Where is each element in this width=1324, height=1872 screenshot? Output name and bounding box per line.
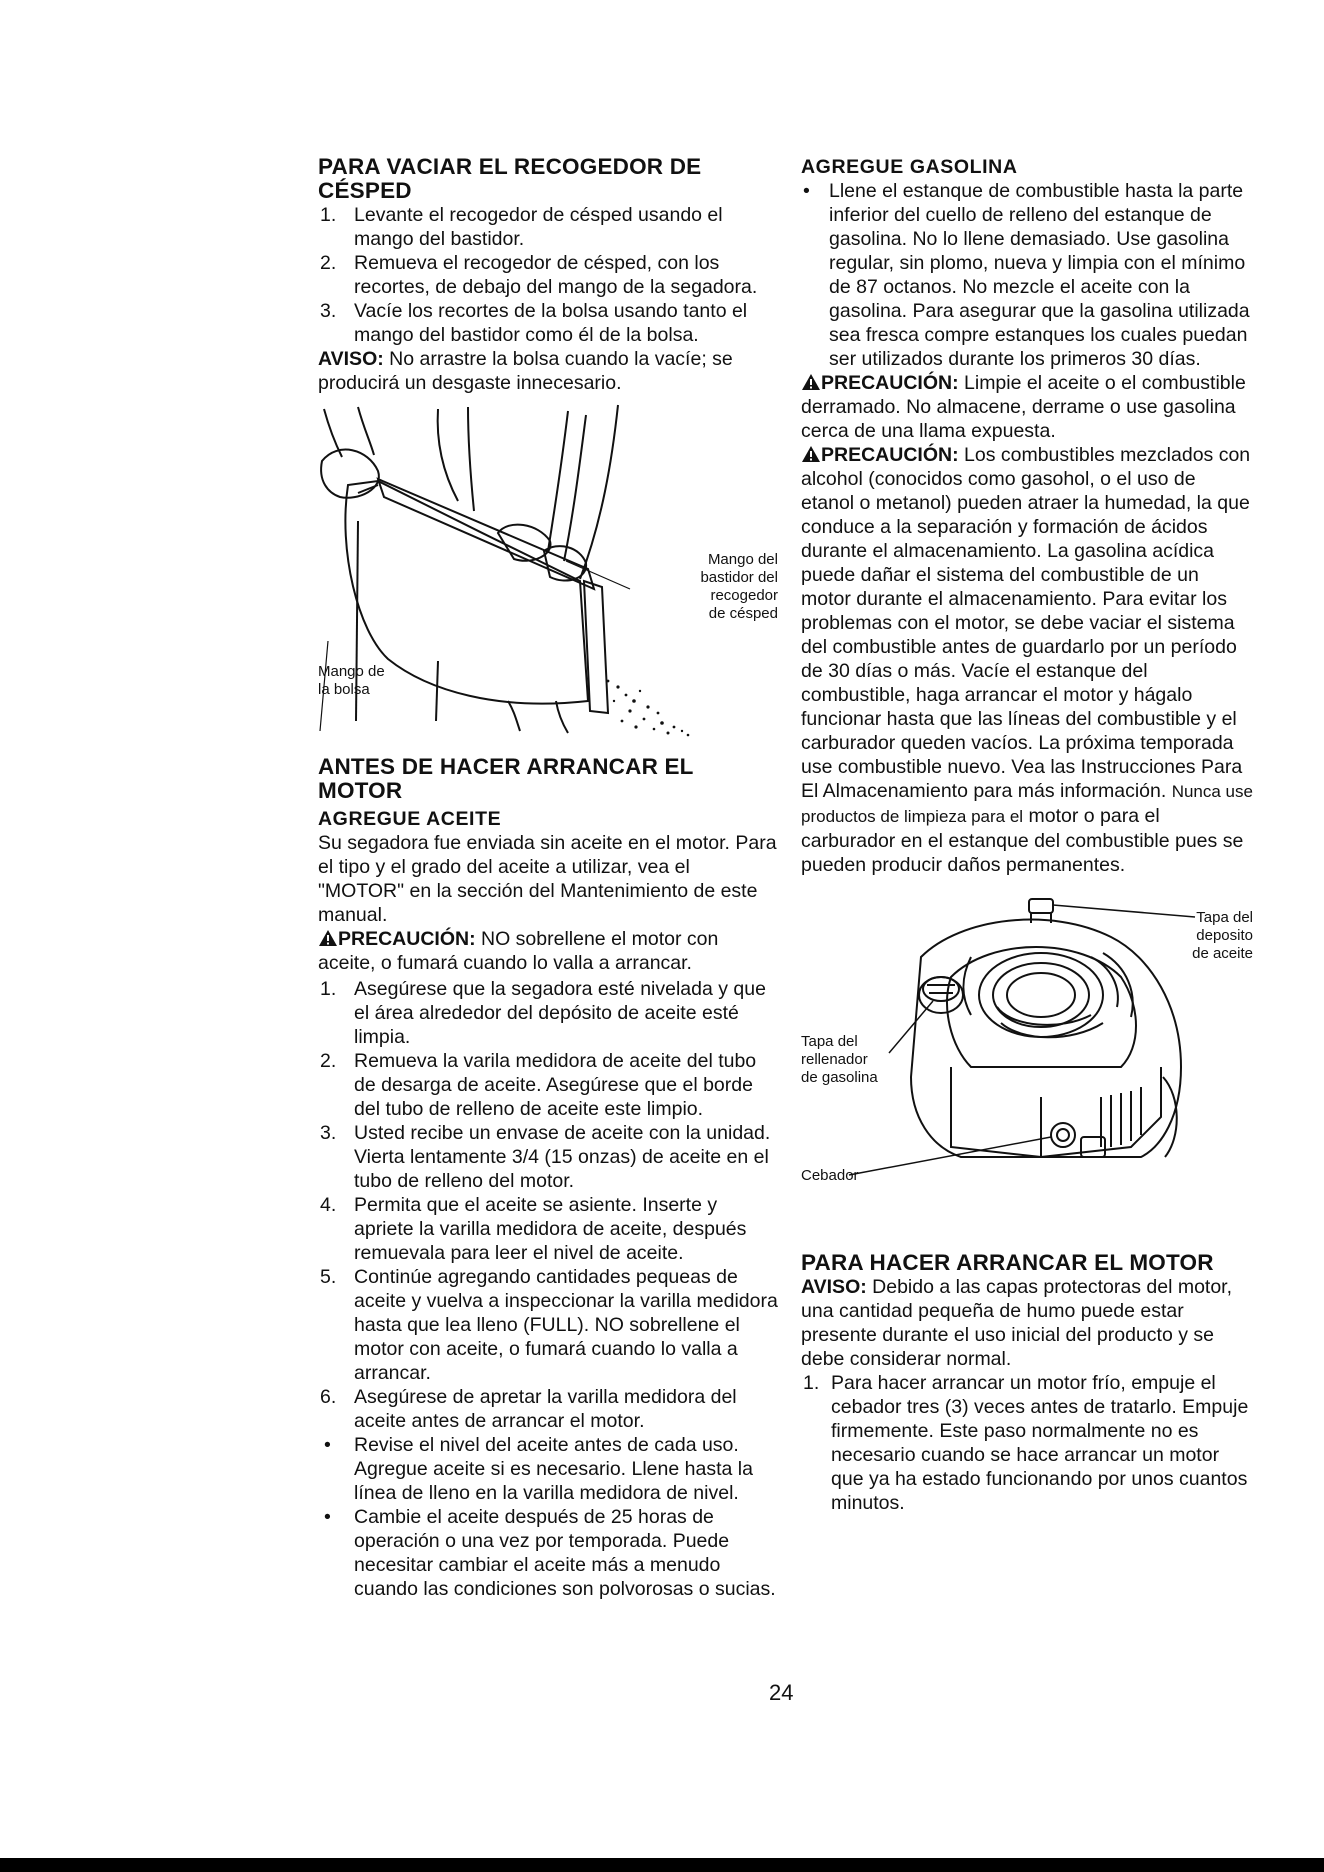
left-column <box>318 155 780 1601</box>
list-item: 4. Permita que el aceite se asiente. Inserte y apriete la varilla medidora de aceite, después remuevala para leer el nivel de aceite. <box>320 1194 747 1264</box>
section-title-empty-catcher: PARA VACIAR EL RECOGEDOR DE CÉSPED <box>318 154 702 203</box>
engine-figure <box>801 897 1253 1229</box>
list-item: 1. Para hacer arrancar un motor frío, empuje el cebador tres (3) veces antes de tratarlo. Empuje firmemente. Este paso normalmente no es necesario cuando se hace arrancar un motor que ya ha estado funcionando por unos cuantos minutos. <box>803 1372 1249 1514</box>
gasoline-bullets <box>801 179 1253 371</box>
caution-paragraph-1: PRECAUCIÓN: Limpie el aceite o el combustible derramado. No almacene, derrame o use gasolina cerca de una llama expuesta. <box>801 372 1246 442</box>
warning-triangle-icon <box>318 929 338 947</box>
oil-bullets <box>318 1433 780 1601</box>
caution-label: PRECAUCIÓN: <box>821 372 959 394</box>
notice-label: AVISO: <box>801 1276 867 1298</box>
caution-label: PRECAUCIÓN: <box>821 444 959 466</box>
caution-paragraph-2: PRECAUCIÓN: Los combustibles mezclados con alcohol (conocidos como gasohol, o el uso de etanol o metanol) pueden atraer la humedad, la que conduce a la separación y formación de ácidos durante el almacenamiento. La gasolina acídica puede dañar el sistema del combustible de un motor durante el almacenamiento. Para evitar los problemas con el motor, se debe vaciar el sistema del combustible antes de guardarlo por un período de 30 días o más. Vacíe el estanque del combustible, haga arrancar el motor y hágalo funcionar hasta que las líneas del combustible y el carburador queden vacíos. La próxima temporada use combustible nuevo. Vea las Instrucciones Para El Almacenamiento para más información. Nunca use productos de limpieza para el motor o para el carburador en el estanque del combustible pues se pueden producir daños permanentes. <box>801 444 1253 876</box>
list-item: • Llene el estanque de combustible hasta la parte inferior del cuello de relleno del estanque de gasolina. No lo llene demasiado. Use gasolina regular, sin plomo, nueva y limpia con el mínimo de 87 octanos. No mezcle el aceite con la gasolina. Para asegurar que la gasolina utilizada sea fresca compre estanques los cuales puedan ser utilizados durante los primeros 30 días. <box>803 180 1250 370</box>
list-item: 2. Remueva la varila medidora de aceite del tubo de desarga de aceite. Asegúrese que el borde del tubo de relleno de aceite este limpio. <box>320 1050 757 1120</box>
grass-catcher-figure <box>318 401 780 741</box>
list-item: • Revise el nivel del aceite antes de cada uso. Agregue aceite si es necesario. Llene hasta la línea de lleno en la varilla medidora de nivel. <box>324 1434 753 1504</box>
start-engine-steps <box>801 1371 1253 1515</box>
section-title-start-engine: PARA HACER ARRANCAR EL MOTOR <box>801 1250 1214 1275</box>
page-number: 24 <box>769 1680 794 1705</box>
list-item: 1. Levante el recogedor de césped usando el mango del bastidor. <box>320 204 723 250</box>
list-item: 1. Asegúrese que la segadora esté nivelada y que el área alrededor del depósito de aceite esté limpia. <box>320 978 766 1048</box>
callout-primer: Cebador <box>801 1167 859 1184</box>
callout-fuel-cap: Tapa del rellenador de gasolina <box>801 1033 878 1086</box>
add-oil-intro: Su segadora fue enviada sin aceite en el motor. Para el tipo y el grado del aceite a utilizar, vea el "MOTOR" en la sección del Mantenimiento de este manual. <box>318 832 777 926</box>
right-column <box>801 155 1253 1515</box>
add-oil-steps <box>318 977 780 1433</box>
list-item: 5. Continúe agregando cantidades pequeas de aceite y vuelva a inspeccionar la varilla medidora hasta que lea lleno (FULL). NO sobrellene el motor con aceite, o fumará cuando lo valla a arrancar. <box>320 1266 778 1384</box>
warning-triangle-icon <box>801 373 821 391</box>
subheading-add-gasoline: AGREGUE GASOLINA <box>801 156 1018 178</box>
callout-oil-cap: Tapa del deposito de aceite <box>1192 909 1253 962</box>
list-item: • Cambie el aceite después de 25 horas de operación o una vez por temporada. Puede necesitar cambiar el aceite más a menudo cuando las condiciones son polvorosas o sucias. <box>324 1506 776 1600</box>
list-item: 3. Usted recibe un envase de aceite con la unidad. Vierta lentamente 3/4 (15 onzas) de aceite en el tubo de relleno del motor. <box>320 1122 771 1192</box>
bottom-scan-edge <box>0 1858 1324 1872</box>
callout-bag-handle: Mango de la bolsa <box>318 663 385 698</box>
warning-triangle-icon <box>801 445 821 463</box>
section-title-before-start: ANTES DE HACER ARRANCAR EL MOTOR <box>318 754 694 803</box>
subheading-add-oil: AGREGUE ACEITE <box>318 808 502 830</box>
notice-paragraph: AVISO: Debido a las capas protectoras del motor, una cantidad pequeña de humo puede estar presente durante el uso inicial del producto y se debe considerar normal. <box>801 1276 1233 1370</box>
empty-catcher-steps <box>318 203 780 347</box>
list-item: 6. Asegúrese de apretar la varilla medidora del aceite antes de arrancar el motor. <box>320 1386 737 1432</box>
caution-label: PRECAUCIÓN: <box>338 928 476 950</box>
list-item: 3. Vacíe los recortes de la bolsa usando tanto el mango del bastidor como él de la bolsa. <box>320 300 748 346</box>
callout-frame-handle: Mango del bastidor del recogedor de césped <box>700 551 778 622</box>
caution-paragraph: PRECAUCIÓN: NO sobrellene el motor con aceite, o fumará cuando lo valla a arrancar. <box>318 928 719 974</box>
list-item: 2. Remueva el recogedor de césped, con los recortes, de debajo del mango de la segadora. <box>320 252 758 298</box>
notice-label: AVISO: <box>318 348 384 370</box>
notice-paragraph: AVISO: No arrastre la bolsa cuando la vacíe; se producirá un desgaste innecesario. <box>318 348 733 394</box>
